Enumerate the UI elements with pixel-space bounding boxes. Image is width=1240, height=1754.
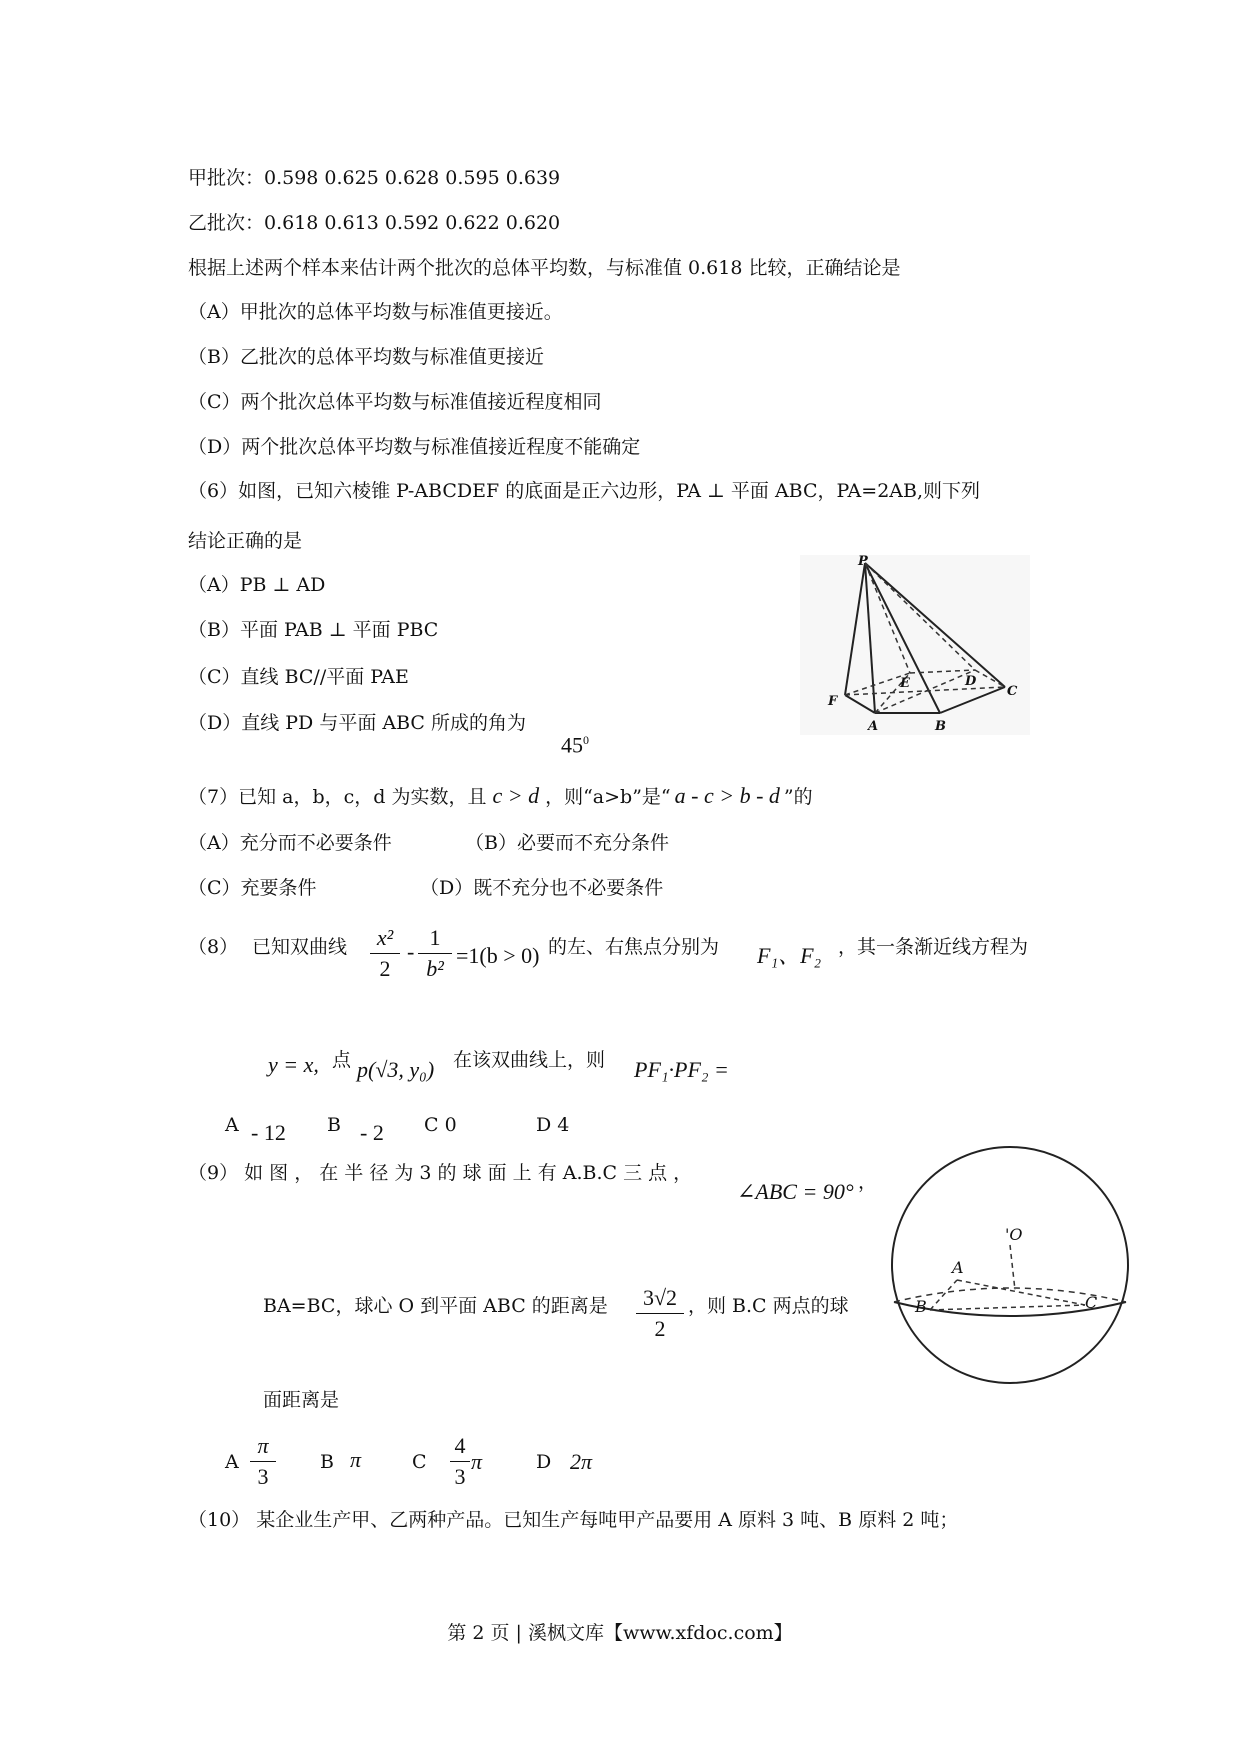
- q8-line2-c: 在该双曲线上，则: [453, 1049, 606, 1071]
- q9-stem-line1: （9） 如 图 ， 在 半 径 为 3 的 球 面 上 有 A.B.C 三 点 ，: [188, 1162, 693, 1184]
- q6-option-a: （A）PB ⊥ AD: [188, 574, 326, 596]
- q8-option-c: C 0: [424, 1114, 457, 1136]
- q5-stem: 根据上述两个样本来估计两个批次的总体平均数，与标准值 0.618 比较，正确结论是: [188, 257, 901, 279]
- q5-option-c: （C）两个批次总体平均数与标准值接近程度相同: [188, 391, 602, 413]
- q9-angle: ∠ABC = 90°: [737, 1179, 854, 1204]
- q5-option-a: （A）甲批次的总体平均数与标准值更接近。: [188, 301, 563, 323]
- q6-stem-line2: 结论正确的是: [188, 530, 303, 552]
- q7-option-c: （C）充要条件: [188, 877, 317, 899]
- q9-option-a-label: A: [225, 1451, 239, 1473]
- q9-option-c-label: C: [412, 1451, 427, 1473]
- fig6-label-d: D: [965, 674, 977, 689]
- q5-batch-a: 甲批次：0.598 0.625 0.628 0.595 0.639: [188, 167, 561, 189]
- q9-option-d-label: D: [536, 1451, 552, 1473]
- q8-dot-product: PF₁·PF₂ =: [634, 1057, 729, 1082]
- q7-stem: （7）已知 a，b，c，d 为实数，且 c > d ，则“a>b”是“ a - c > b - d ”的: [188, 783, 813, 808]
- fig9-label-a: A: [952, 1258, 964, 1277]
- fig6-label-p: P: [858, 555, 868, 569]
- q9-option-a-fraction: π 3: [250, 1433, 276, 1490]
- q8-fraction-1: x² 2: [370, 925, 400, 982]
- q8-mid: 的左、右焦点分别为: [548, 936, 720, 958]
- q8-foci: F₁、F₂: [757, 943, 822, 968]
- q8-option-b-value: - 2: [360, 1120, 384, 1145]
- q8-point: p(√3, y₀): [357, 1057, 435, 1082]
- fig6-label-b: B: [935, 719, 946, 734]
- q5-option-b: （B）乙批次的总体平均数与标准值更接近: [188, 346, 544, 368]
- q8-option-a-value: - 12: [251, 1120, 286, 1145]
- q6-option-d: （D）直线 PD 与平面 ABC 所成的角为: [188, 712, 526, 734]
- q10-stem: （10） 某企业生产甲、乙两种产品。已知生产每吨甲产品要用 A 原料 3 吨、B 原料 2 吨；: [188, 1509, 959, 1531]
- q8-option-a-label: A: [225, 1114, 239, 1136]
- q9-option-c-pi: π: [471, 1449, 483, 1474]
- q7-option-b: （B）必要而不充分条件: [465, 832, 669, 854]
- q9-option-b-label: B: [320, 1451, 334, 1473]
- q6-angle-value: $45^0$: [561, 732, 589, 758]
- fig9-label-o: 'O: [1005, 1225, 1023, 1244]
- q6-stem-line1: （6）如图，已知六棱锥 P-ABCDEF 的底面是正六边形，PA ⊥ 平面 ABC，PA=2AB,则下列: [188, 480, 981, 502]
- q7-option-a: （A）充分而不必要条件: [188, 832, 392, 854]
- fig6-label-a: A: [868, 719, 879, 734]
- q5-option-d: （D）两个批次总体平均数与标准值接近程度不能确定: [188, 436, 641, 458]
- q9-stem-line2a: BA=BC，球心 O 到平面 ABC 的距离是: [263, 1295, 608, 1317]
- q8-pre: 已知双曲线: [252, 936, 348, 958]
- q8-option-d: D 4: [536, 1114, 570, 1136]
- q9-option-d-value: 2π: [570, 1449, 593, 1474]
- q9-stem-line2b: ，则 B.C 两点的球: [688, 1295, 849, 1317]
- q9-option-c-fraction: 4 3: [450, 1433, 470, 1490]
- q6-option-b: （B）平面 PAB ⊥ 平面 PBC: [188, 619, 439, 641]
- fig6-label-c: C: [1007, 684, 1018, 699]
- q8-equation-rhs: =1(b > 0): [456, 943, 540, 968]
- sphere-figure: [885, 1140, 1135, 1390]
- q8-label: （8）: [188, 936, 239, 958]
- page-footer: 第 2 页 | 溪枫文库【www.xfdoc.com】: [447, 1622, 793, 1644]
- fig9-label-c: C: [1085, 1293, 1098, 1312]
- q6-option-c: （C）直线 BC//平面 PAE: [188, 666, 409, 688]
- q8-option-b-label: B: [327, 1114, 341, 1136]
- q8-asymptote: y = x,: [268, 1052, 319, 1077]
- q8-minus: -: [407, 939, 415, 964]
- fig9-label-b: B: [915, 1297, 927, 1316]
- q9-option-b-value: π: [350, 1447, 362, 1472]
- q9-comma: ，: [858, 1171, 878, 1193]
- q8-point-word: 点: [332, 1049, 352, 1071]
- fig6-label-f: F: [828, 694, 838, 709]
- fig6-label-e: E: [900, 676, 910, 691]
- q8-post: ，其一条渐近线方程为: [838, 936, 1029, 958]
- q7-option-d: （D）既不充分也不必要条件: [420, 877, 664, 899]
- q5-batch-b: 乙批次：0.618 0.613 0.592 0.622 0.620: [188, 212, 561, 234]
- q9-distance-fraction: 3√2 2: [636, 1285, 684, 1342]
- q9-stem-line3: 面距离是: [263, 1389, 340, 1411]
- hexagonal-pyramid-figure: [800, 555, 1030, 735]
- q8-fraction-2: 1 b²: [418, 925, 452, 982]
